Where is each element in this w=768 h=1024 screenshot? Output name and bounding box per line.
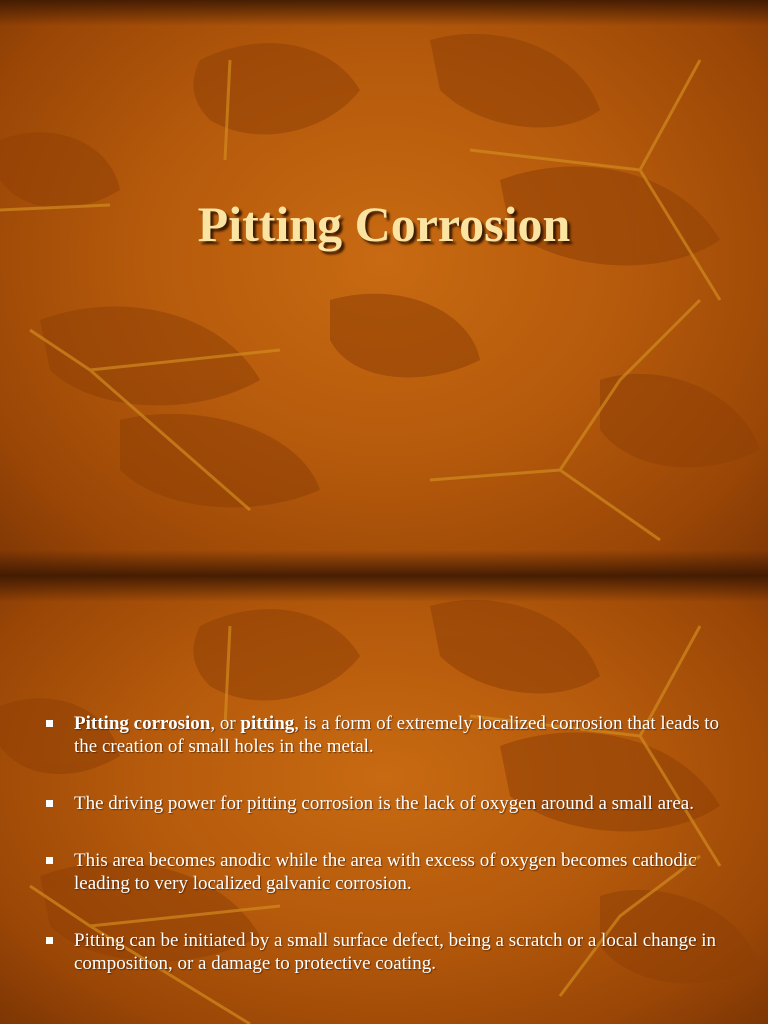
square-bullet-icon (46, 857, 53, 864)
bullet-text: Pitting can be initiated by a small surface defect, being a scratch or a local change in composition, or a damage to protective coating. (74, 930, 717, 974)
bullet-term: Pitting corrosion (74, 713, 211, 734)
bullet-item (44, 712, 724, 758)
square-bullet-icon (46, 937, 53, 944)
bullet-text: , or (210, 713, 241, 734)
bullet-term: pitting (240, 713, 295, 734)
bullet-text: , is a form of extremely localized corrosion that leads to the creation of small holes in the metal. (74, 713, 719, 757)
content-slide (0, 576, 768, 1024)
slide-title: Pitting Corrosion (197, 196, 571, 252)
bullet-item (44, 792, 724, 815)
square-bullet-icon (46, 800, 53, 807)
bullet-text: The driving power for pitting corrosion is the lack of oxygen around a small area. (74, 793, 694, 814)
bullet-item (44, 929, 724, 975)
bullet-item (44, 849, 724, 895)
bullet-text: This area becomes anodic while the area with excess of oxygen becomes cathodic leading to very localized galvanic corrosion. (74, 850, 697, 894)
bullet-list (44, 712, 724, 1009)
square-bullet-icon (46, 720, 53, 727)
